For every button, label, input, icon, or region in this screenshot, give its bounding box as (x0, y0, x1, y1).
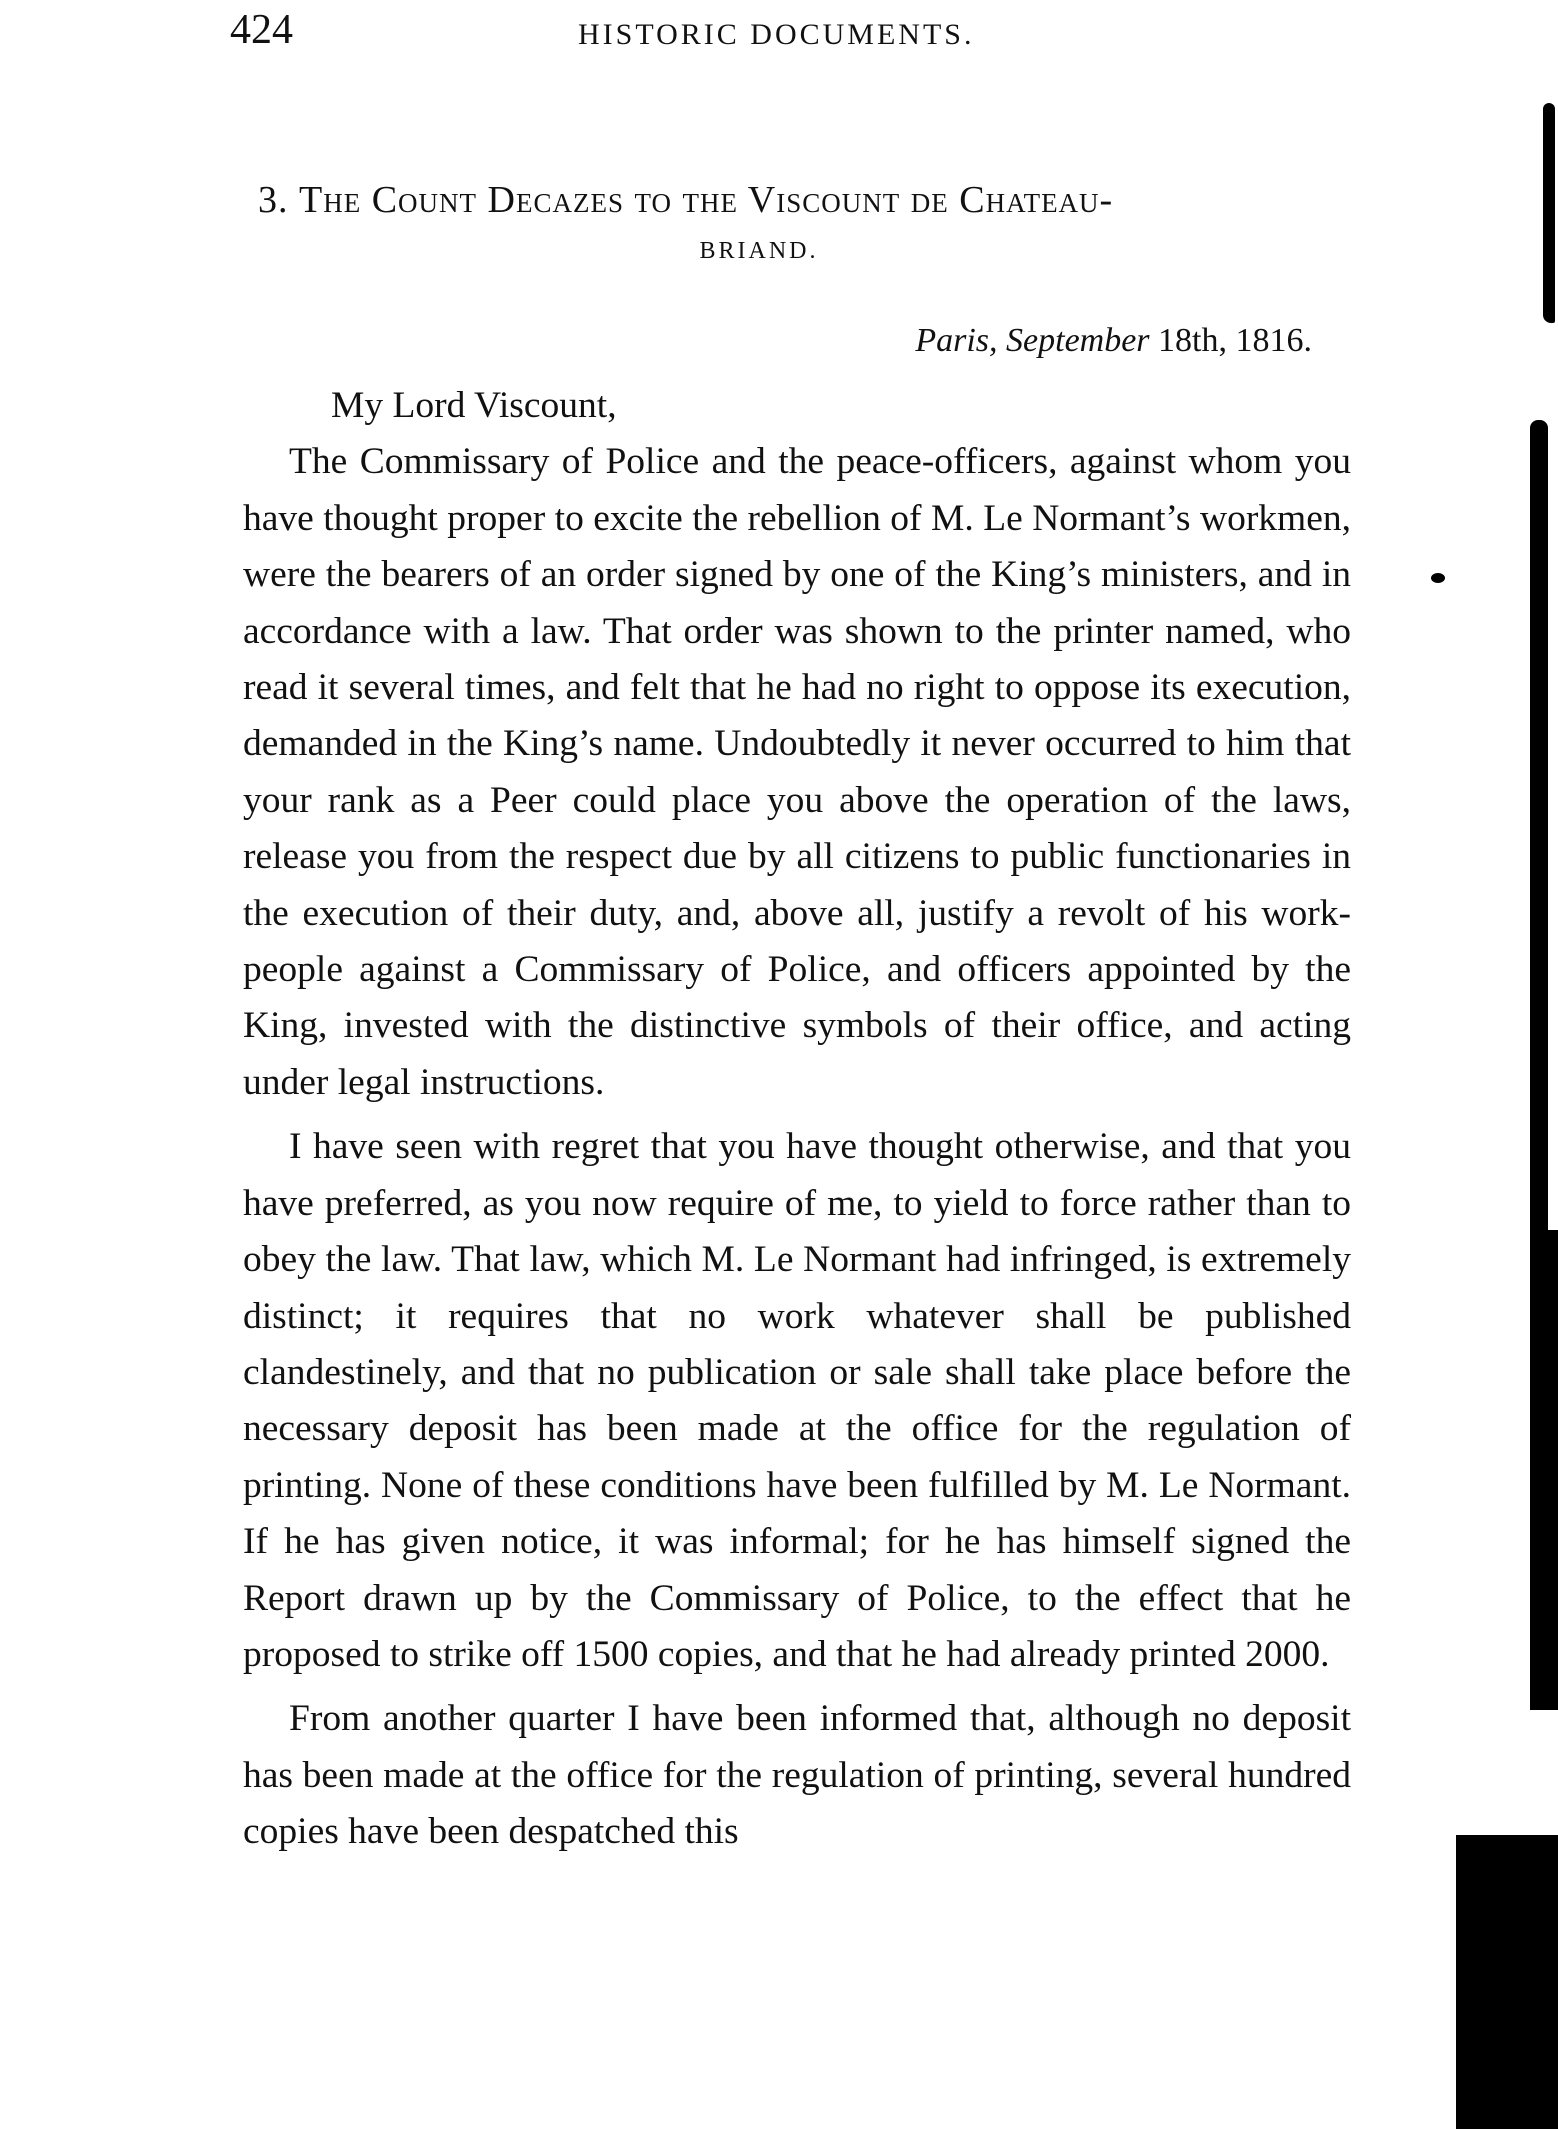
paragraph-3: From another quarter I have been informed that, although no deposit has been made at the office for the regulation of printing, several hundred copies have been despatched this (243, 1698, 1351, 1853)
salutation: My Lord Viscount, (331, 385, 617, 426)
paragraph-1: The Commissary of Police and the peace-officers, against whom you have thought proper to excite the rebellion of M. Le Normant’s workmen, were the bearers of an order signed by one of the King’s ministers, and in accordance with a law. That order was shown to the printer named, who read it several times, and felt that he had no right to oppose its execution, demanded in the King’s name. Undoubtedly it never occurred to him that your rank as a Peer could place you above the operation of the laws, release you from the respect due by all citizens to public functionaries in the execution of their duty, and, above all, justify a revolt of his work-people against a Commissary of Police, and officers appointed by the King, invested with the distinctive symbols of their office, and acting under legal instructions. (243, 441, 1351, 1103)
dateline (915, 322, 1312, 360)
dateline-year: 1816. (1235, 322, 1312, 359)
scan-edge-artifact-mark (1431, 573, 1445, 583)
dateline-day: 18th, (1158, 322, 1227, 359)
document-number: 3. (258, 179, 289, 221)
dateline-month: September (1006, 322, 1150, 359)
paragraph-2: I have seen with regret that you have thought otherwise, and that you have preferred, as you now require of me, to yield to force rather than to obey the law. That law, which M. Le Normant had infringed, is extremely distinct; it requires that no work whatever shall be published clandestinely, and that no publication or sale shall take place before the necessary deposit has been made at the office for the regulation of printing. None of these conditions have been fulfilled by M. Le Normant. If he has given notice, it was informal; for he has himself signed the Report drawn up by the Commissary of Police, to the effect that he proposed to strike off 1500 copies, and that he had already printed 2000. (243, 1126, 1351, 1675)
scan-edge-artifact-top (1543, 103, 1555, 323)
letter-body (243, 378, 1351, 1861)
document-title-line-2: BRIAND. (699, 238, 819, 264)
scan-edge-artifact-middle (1530, 420, 1548, 1240)
dateline-place: Paris, (915, 322, 998, 359)
scan-edge-artifact-lower (1530, 1230, 1558, 1710)
document-title-continuation (0, 238, 1558, 265)
running-head-title: HISTORIC DOCUMENTS. (578, 18, 975, 51)
document-title-line-1: The Count Decazes to the Viscount de Chateau- (299, 179, 1114, 221)
running-head (230, 6, 1370, 56)
document-title (258, 178, 1328, 222)
scan-edge-artifact-bottom-block (1456, 1835, 1558, 2129)
page-number: 424 (230, 7, 293, 53)
